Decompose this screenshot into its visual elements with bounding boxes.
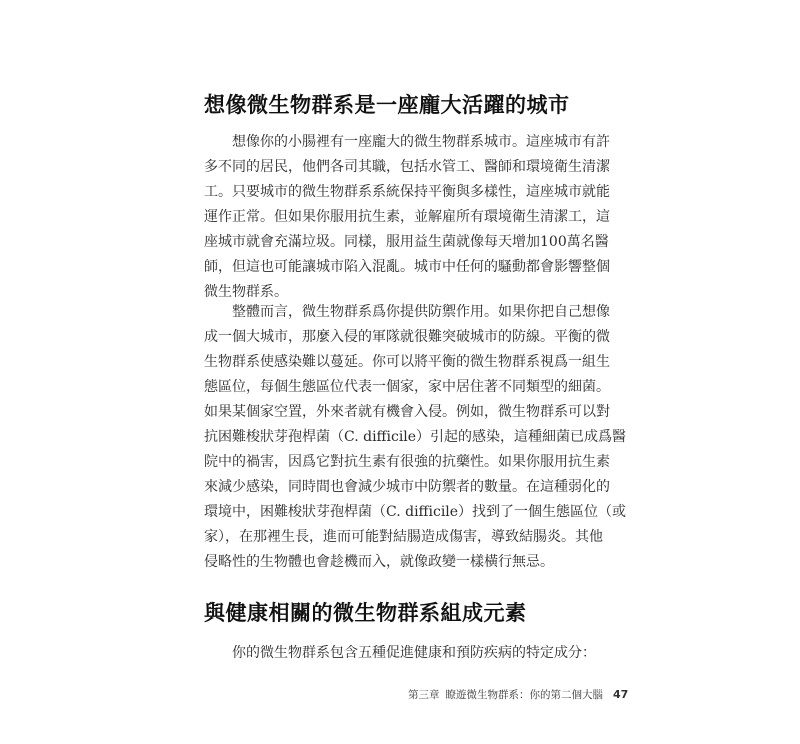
text-line: 微生物群系。 — [204, 284, 288, 300]
text-line: 院中的禍害，因爲它對抗生素有很強的抗藥性。如果你服用抗生素 — [204, 454, 610, 470]
text-line: 環境中，困難梭狀芽孢桿菌（C. difficile）找到了一個生態區位（或 — [204, 504, 627, 520]
text-line: 侵略性的生物體也會趁機而入，就像政變一樣橫行無忌。 — [204, 554, 554, 570]
text-line: 你的微生物群系包含五種促進健康和預防疾病的特定成分： — [204, 645, 596, 661]
text-line: 想像你的小腸裡有一座龐大的微生物群系城市。這座城市有許 — [204, 134, 610, 150]
section-heading-components: 與健康相關的微生物群系組成元素 — [204, 601, 527, 625]
text-line: 師，但這也可能讓城市陷入混亂。城市中任何的騷動都會影響整個 — [204, 259, 610, 275]
chapter-label: 第三章 — [408, 689, 440, 701]
text-line: 座城市就會充滿垃圾。同樣，服用益生菌就像每天增加100萬名醫 — [204, 234, 609, 250]
text-line: 生物群系使感染難以蔓延。你可以將平衡的微生物群系視爲一組生 — [204, 354, 610, 370]
text-line: 工。只要城市的微生物群系系統保持平衡與多樣性，這座城市就能 — [204, 184, 610, 200]
page-number: 47 — [613, 688, 629, 701]
text-line: 成一個大城市，那麼入侵的軍隊就很難突破城市的防線。平衡的微 — [204, 329, 610, 345]
text-line: 抗困難梭狀芽孢桿菌（C. difficile）引起的感染，這種細菌已成爲醫 — [204, 429, 627, 445]
text-line: 來減少感染，同時間也會減少城市中防禦者的數量。在這種弱化的 — [204, 479, 610, 495]
text-line: 家），在那裡生長，進而可能對結腸造成傷害，導致結腸炎。其他 — [204, 529, 603, 545]
text-line: 如果某個家空置，外來者就有機會入侵。例如，微生物群系可以對 — [204, 404, 610, 420]
text-line: 態區位，每個生態區位代表一個家，家中居住著不同類型的細菌。 — [204, 379, 610, 395]
book-title: 瞭遊微生物群系：你的第二個大腦 — [445, 689, 603, 701]
section-heading-city: 想像微生物群系是一座龐大活躍的城市 — [204, 93, 570, 117]
text-line: 多不同的居民，他們各司其職，包括水管工、醫師和環境衛生清潔 — [204, 159, 610, 175]
page-footer — [408, 687, 628, 702]
text-line: 運作正常。但如果你服用抗生素，並解雇所有環境衛生清潔工，這 — [204, 209, 610, 225]
text-line: 整體而言，微生物群系爲你提供防禦作用。如果你把自己想像 — [204, 304, 610, 320]
